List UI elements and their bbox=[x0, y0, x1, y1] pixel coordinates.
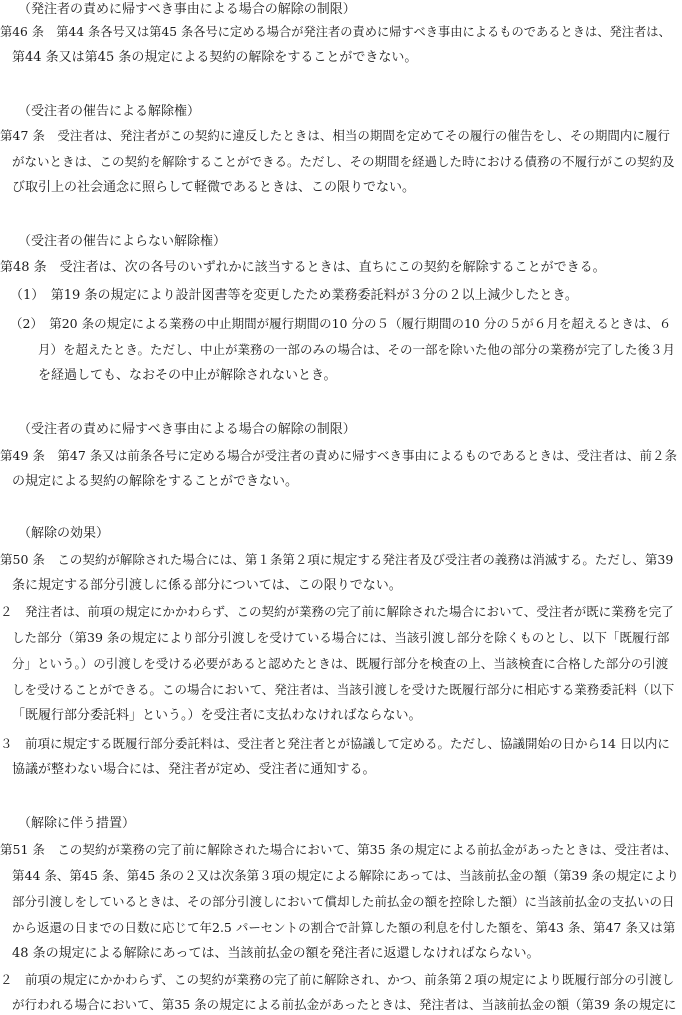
article-line: 第48 条 受注者は、次の各号のいずれかに該当するときは、直ちにこの契約を解除することができる。 bbox=[0, 260, 606, 275]
paragraph-line: 分」という。）の引渡しを受ける必要があると認めたときは、既履行部分を検査の上、当該検査に合格した部分の引渡 bbox=[12, 656, 669, 671]
paragraph-line: した部分（第39 条の規定により部分引渡しを受けている場合には、当該引渡し部分を除くものとし、以下「既履行部 bbox=[12, 630, 670, 645]
article-line: 第51 条 この契約が業務の完了前に解除された場合において、第35 条の規定による前払金があったときは、受注者は、 bbox=[0, 842, 677, 857]
section-heading: （受注者の催告による解除権） bbox=[18, 104, 201, 119]
article-line: び取引上の社会通念に照らして軽微であるときは、この限りでない。 bbox=[12, 180, 416, 195]
section-heading: （発注者の責めに帰すべき事由による場合の解除の制限） bbox=[18, 2, 356, 17]
article-line: から返還の日までの日数に応じて年2.5 パーセントの割合で計算した額の利息を付した額を、第43 条、第47 条又は第 bbox=[12, 920, 676, 935]
item-line: を経過しても、なおその中止が解除されないとき。 bbox=[38, 368, 337, 383]
section-heading: （解除に伴う措置） bbox=[18, 816, 136, 831]
article-line: の規定による契約の解除をすることができない。 bbox=[12, 474, 299, 489]
paragraph-line: ２ 発注者は、前項の規定にかかわらず、この契約が業務の完了前に解除された場合において、受注者が既に業務を完了 bbox=[0, 604, 674, 619]
paragraph-line: が行われる場合において、第35 条の規定による前払金があったときは、発注者は、当該前払金の額（第39 条の規定に bbox=[12, 997, 677, 1012]
paragraph-line: 協議が整わない場合には、発注者が定め、受注者に通知する。 bbox=[12, 762, 376, 777]
article-line: 第44 条又は第45 条の規定による契約の解除をすることができない。 bbox=[12, 50, 418, 65]
paragraph-line: ２ 前項の規定にかかわらず、この契約が業務の完了前に解除され、かつ、前条第２項の規定により既履行部分の引渡し bbox=[0, 972, 675, 987]
article-line: 第44 条、第45 条、第45 条の２又は次条第３項の規定による解除にあっては、当該前払金の額（第39 条の規定により bbox=[12, 868, 679, 883]
article-line: 部分引渡しをしているときは、その部分引渡しにおいて償却した前払金の額を控除した額）に当該前払金の支払いの日 bbox=[12, 894, 675, 909]
article-line: 第47 条 受注者は、発注者がこの契約に違反したときは、相当の期間を定めてその履行の催告をし、その期間内に履行 bbox=[0, 128, 670, 143]
paragraph-line: しを受けることができる。この場合において、発注者は、当該引渡しを受けた既履行部分に相応する業務委託料（以下 bbox=[12, 682, 675, 697]
section-heading: （受注者の責めに帰すべき事由による場合の解除の制限） bbox=[18, 422, 356, 437]
item-line: （1） 第19 条の規定により設計図書等を変更したため業務委託料が３分の２以上減少したとき。 bbox=[10, 288, 578, 303]
article-line: がないときは、この契約を解除することができる。ただし、その期間を経過した時における債務の不履行がこの契約及 bbox=[12, 154, 675, 169]
article-line: 第46 条 第44 条各号又は第45 条各号に定める場合が発注者の責めに帰すべき事由によるものであるときは、発注者は、 bbox=[0, 25, 671, 39]
item-line: （2） 第20 条の規定による業務の中止期間が履行期間の10 分の５（履行期間の10 分の５が６月を超えるときは、６ bbox=[10, 316, 672, 331]
section-heading: （解除の効果） bbox=[18, 526, 110, 541]
item-line: 月）を超えたとき。ただし、中止が業務の一部のみの場合は、その一部を除いた他の部分の業務が完了した後３月 bbox=[38, 342, 676, 357]
article-line: 第50 条 この契約が解除された場合には、第１条第２項に規定する発注者及び受注者の義務は消滅する。ただし、第39 bbox=[0, 552, 674, 567]
paragraph-line: 「既履行部分委託料」という。）を受注者に支払わなければならない。 bbox=[12, 708, 422, 723]
paragraph-line: ３ 前項に規定する既履行部分委託料は、受注者と発注者とが協議して定める。ただし、協議開始の日から14 日以内に bbox=[0, 736, 670, 751]
section-heading: （受注者の催告によらない解除権） bbox=[18, 234, 227, 249]
article-line: 条に規定する部分引渡しに係る部分については、この限りでない。 bbox=[12, 578, 402, 593]
article-line: 48 条の規定による解除にあっては、当該前払金の額を発注者に返還しなければならない。 bbox=[12, 946, 540, 961]
article-line: 第49 条 第47 条又は前条各号に定める場合が受注者の責めに帰すべき事由によるものであるときは、受注者は、前２条 bbox=[0, 448, 678, 463]
